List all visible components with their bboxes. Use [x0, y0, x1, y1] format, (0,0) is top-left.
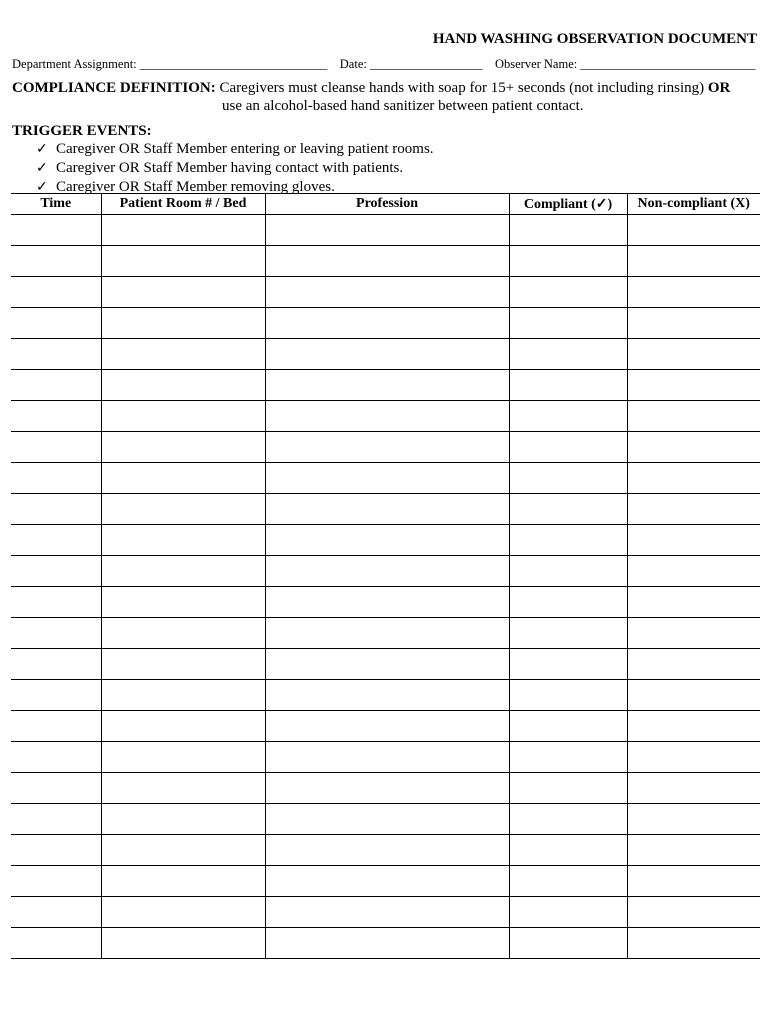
time-cell[interactable]	[11, 618, 101, 649]
non-compliant-cell[interactable]	[627, 401, 760, 432]
profession-cell[interactable]	[265, 928, 509, 959]
compliant-cell[interactable]	[509, 432, 627, 463]
observation-table	[11, 193, 760, 959]
patient-room-bed-cell[interactable]	[101, 339, 265, 370]
table-row	[11, 680, 760, 711]
table-row	[11, 866, 760, 897]
trigger-events-list	[12, 140, 434, 197]
profession-cell[interactable]	[265, 618, 509, 649]
patient-room-bed-cell[interactable]	[101, 835, 265, 866]
compliant-cell[interactable]	[509, 494, 627, 525]
profession-cell[interactable]	[265, 680, 509, 711]
compliant-cell[interactable]	[509, 773, 627, 804]
trigger-event-text: Caregiver OR Staff Member entering or leaving patient rooms.	[56, 141, 434, 157]
table-row	[11, 556, 760, 587]
patient-room-bed-cell[interactable]	[101, 556, 265, 587]
date-label: Date:	[339, 57, 367, 71]
compliance-definition	[12, 79, 762, 115]
time-cell[interactable]	[11, 649, 101, 680]
time-cell[interactable]	[11, 587, 101, 618]
compliant-cell[interactable]	[509, 587, 627, 618]
trigger-event-item	[36, 140, 434, 159]
time-cell[interactable]	[11, 525, 101, 556]
profession-cell[interactable]	[265, 897, 509, 928]
non-compliant-cell[interactable]	[627, 897, 760, 928]
time-cell[interactable]	[11, 401, 101, 432]
department-label: Department Assignment:	[12, 57, 137, 71]
trigger-events-title: TRIGGER EVENTS:	[12, 123, 152, 139]
non-compliant-cell[interactable]	[627, 556, 760, 587]
table-row	[11, 339, 760, 370]
patient-room-bed-cell[interactable]	[101, 711, 265, 742]
table-row	[11, 494, 760, 525]
time-cell[interactable]	[11, 556, 101, 587]
patient-room-bed-cell[interactable]	[101, 804, 265, 835]
table-row	[11, 401, 760, 432]
time-cell[interactable]	[11, 835, 101, 866]
patient-room-bed-cell[interactable]	[101, 432, 265, 463]
non-compliant-cell[interactable]	[627, 339, 760, 370]
non-compliant-cell[interactable]	[627, 463, 760, 494]
non-compliant-cell[interactable]	[627, 494, 760, 525]
date-field[interactable]: __________________	[369, 57, 483, 71]
profession-cell[interactable]	[265, 866, 509, 897]
compliant-cell[interactable]	[509, 711, 627, 742]
compliant-cell[interactable]	[509, 804, 627, 835]
profession-cell[interactable]	[265, 277, 509, 308]
non-compliant-cell[interactable]	[627, 370, 760, 401]
profession-cell[interactable]	[265, 525, 509, 556]
time-cell[interactable]	[11, 928, 101, 959]
table-row	[11, 277, 760, 308]
patient-room-bed-cell[interactable]	[101, 587, 265, 618]
table-row	[11, 773, 760, 804]
table-row	[11, 587, 760, 618]
patient-room-bed-cell[interactable]	[101, 680, 265, 711]
time-cell[interactable]	[11, 494, 101, 525]
table-row	[11, 463, 760, 494]
compliant-cell[interactable]	[509, 401, 627, 432]
table-row	[11, 649, 760, 680]
patient-room-bed-cell[interactable]	[101, 618, 265, 649]
non-compliant-cell[interactable]	[627, 649, 760, 680]
table-body	[11, 215, 760, 959]
compliant-cell[interactable]	[509, 835, 627, 866]
time-cell[interactable]	[11, 246, 101, 277]
compliance-or: OR	[707, 80, 731, 96]
profession-cell[interactable]	[265, 339, 509, 370]
compliant-cell[interactable]	[509, 897, 627, 928]
time-cell[interactable]	[11, 773, 101, 804]
profession-cell[interactable]	[265, 711, 509, 742]
header-time: Time	[11, 194, 101, 215]
profession-cell[interactable]	[265, 773, 509, 804]
compliant-cell[interactable]	[509, 339, 627, 370]
non-compliant-cell[interactable]	[627, 773, 760, 804]
table-row	[11, 308, 760, 339]
time-cell[interactable]	[11, 804, 101, 835]
header-fields	[12, 57, 755, 72]
checkmark-icon: ✓	[36, 180, 48, 195]
document-title: HAND WASHING OBSERVATION DOCUMENT	[432, 31, 757, 47]
table-row	[11, 835, 760, 866]
profession-cell[interactable]	[265, 308, 509, 339]
time-cell[interactable]	[11, 370, 101, 401]
checkmark-icon: ✓	[36, 142, 48, 157]
compliant-cell[interactable]	[509, 618, 627, 649]
non-compliant-cell[interactable]	[627, 215, 760, 246]
table-row	[11, 246, 760, 277]
profession-cell[interactable]	[265, 215, 509, 246]
trigger-event-item	[36, 159, 434, 178]
patient-room-bed-cell[interactable]	[101, 928, 265, 959]
table-row	[11, 432, 760, 463]
header-patient-room-bed: Patient Room # / Bed	[101, 194, 265, 215]
compliant-cell[interactable]	[509, 680, 627, 711]
compliant-cell[interactable]	[509, 649, 627, 680]
patient-room-bed-cell[interactable]	[101, 308, 265, 339]
compliance-text-line2: use an alcohol-based hand sanitizer between patient contact.	[222, 98, 584, 114]
header-profession: Profession	[265, 194, 509, 215]
profession-cell[interactable]	[265, 804, 509, 835]
time-cell[interactable]	[11, 432, 101, 463]
non-compliant-cell[interactable]	[627, 742, 760, 773]
time-cell[interactable]	[11, 215, 101, 246]
non-compliant-cell[interactable]	[627, 711, 760, 742]
table-row	[11, 897, 760, 928]
patient-room-bed-cell[interactable]	[101, 277, 265, 308]
trigger-event-text: Caregiver OR Staff Member removing gloves.	[56, 179, 335, 195]
table-header-row	[11, 194, 760, 215]
non-compliant-cell[interactable]	[627, 432, 760, 463]
patient-room-bed-cell[interactable]	[101, 401, 265, 432]
compliant-cell[interactable]	[509, 742, 627, 773]
table-row	[11, 215, 760, 246]
table-row	[11, 804, 760, 835]
patient-room-bed-cell[interactable]	[101, 773, 265, 804]
patient-room-bed-cell[interactable]	[101, 525, 265, 556]
non-compliant-cell[interactable]	[627, 308, 760, 339]
observer-name-label: Observer Name:	[494, 57, 578, 71]
compliant-cell[interactable]	[509, 370, 627, 401]
table-row	[11, 928, 760, 959]
profession-cell[interactable]	[265, 370, 509, 401]
time-cell[interactable]	[11, 308, 101, 339]
non-compliant-cell[interactable]	[627, 866, 760, 897]
non-compliant-cell[interactable]	[627, 835, 760, 866]
patient-room-bed-cell[interactable]	[101, 463, 265, 494]
profession-cell[interactable]	[265, 246, 509, 277]
profession-cell[interactable]	[265, 556, 509, 587]
time-cell[interactable]	[11, 680, 101, 711]
non-compliant-cell[interactable]	[627, 587, 760, 618]
compliant-cell[interactable]	[509, 928, 627, 959]
header-non-compliant: Non-compliant (X)	[627, 194, 760, 215]
compliant-cell[interactable]	[509, 246, 627, 277]
time-cell[interactable]	[11, 711, 101, 742]
non-compliant-cell[interactable]	[627, 804, 760, 835]
profession-cell[interactable]	[265, 649, 509, 680]
checkmark-icon: ✓	[36, 161, 48, 176]
time-cell[interactable]	[11, 742, 101, 773]
compliant-cell[interactable]	[509, 866, 627, 897]
header-compliant: Compliant (✓)	[509, 194, 627, 215]
profession-cell[interactable]	[265, 494, 509, 525]
time-cell[interactable]	[11, 277, 101, 308]
time-cell[interactable]	[11, 897, 101, 928]
trigger-events	[12, 122, 434, 197]
non-compliant-cell[interactable]	[627, 680, 760, 711]
time-cell[interactable]	[11, 339, 101, 370]
time-cell[interactable]	[11, 866, 101, 897]
profession-cell[interactable]	[265, 835, 509, 866]
patient-room-bed-cell[interactable]	[101, 494, 265, 525]
patient-room-bed-cell[interactable]	[101, 649, 265, 680]
non-compliant-cell[interactable]	[627, 618, 760, 649]
non-compliant-cell[interactable]	[627, 525, 760, 556]
patient-room-bed-cell[interactable]	[101, 370, 265, 401]
table-row	[11, 742, 760, 773]
compliant-cell[interactable]	[509, 463, 627, 494]
profession-cell[interactable]	[265, 742, 509, 773]
trigger-event-text: Caregiver OR Staff Member having contact with patients.	[56, 160, 404, 176]
profession-cell[interactable]	[265, 401, 509, 432]
patient-room-bed-cell[interactable]	[101, 897, 265, 928]
compliant-cell[interactable]	[509, 556, 627, 587]
non-compliant-cell[interactable]	[627, 928, 760, 959]
profession-cell[interactable]	[265, 587, 509, 618]
profession-cell[interactable]	[265, 432, 509, 463]
table-row	[11, 370, 760, 401]
compliance-label: COMPLIANCE DEFINITION:	[12, 80, 216, 96]
non-compliant-cell[interactable]	[627, 277, 760, 308]
table-row	[11, 711, 760, 742]
patient-room-bed-cell[interactable]	[101, 215, 265, 246]
non-compliant-cell[interactable]	[627, 246, 760, 277]
patient-room-bed-cell[interactable]	[101, 742, 265, 773]
time-cell[interactable]	[11, 463, 101, 494]
table-row	[11, 525, 760, 556]
observer-name-field[interactable]: ____________________________	[580, 57, 756, 71]
patient-room-bed-cell[interactable]	[101, 866, 265, 897]
department-field[interactable]: ______________________________	[139, 57, 328, 71]
compliance-text-line1: Caregivers must cleanse hands with soap for 15+ seconds (not including rinsing)	[219, 80, 705, 96]
table-row	[11, 618, 760, 649]
compliant-cell[interactable]	[509, 308, 627, 339]
compliant-cell[interactable]	[509, 215, 627, 246]
profession-cell[interactable]	[265, 463, 509, 494]
compliant-cell[interactable]	[509, 525, 627, 556]
compliant-cell[interactable]	[509, 277, 627, 308]
patient-room-bed-cell[interactable]	[101, 246, 265, 277]
